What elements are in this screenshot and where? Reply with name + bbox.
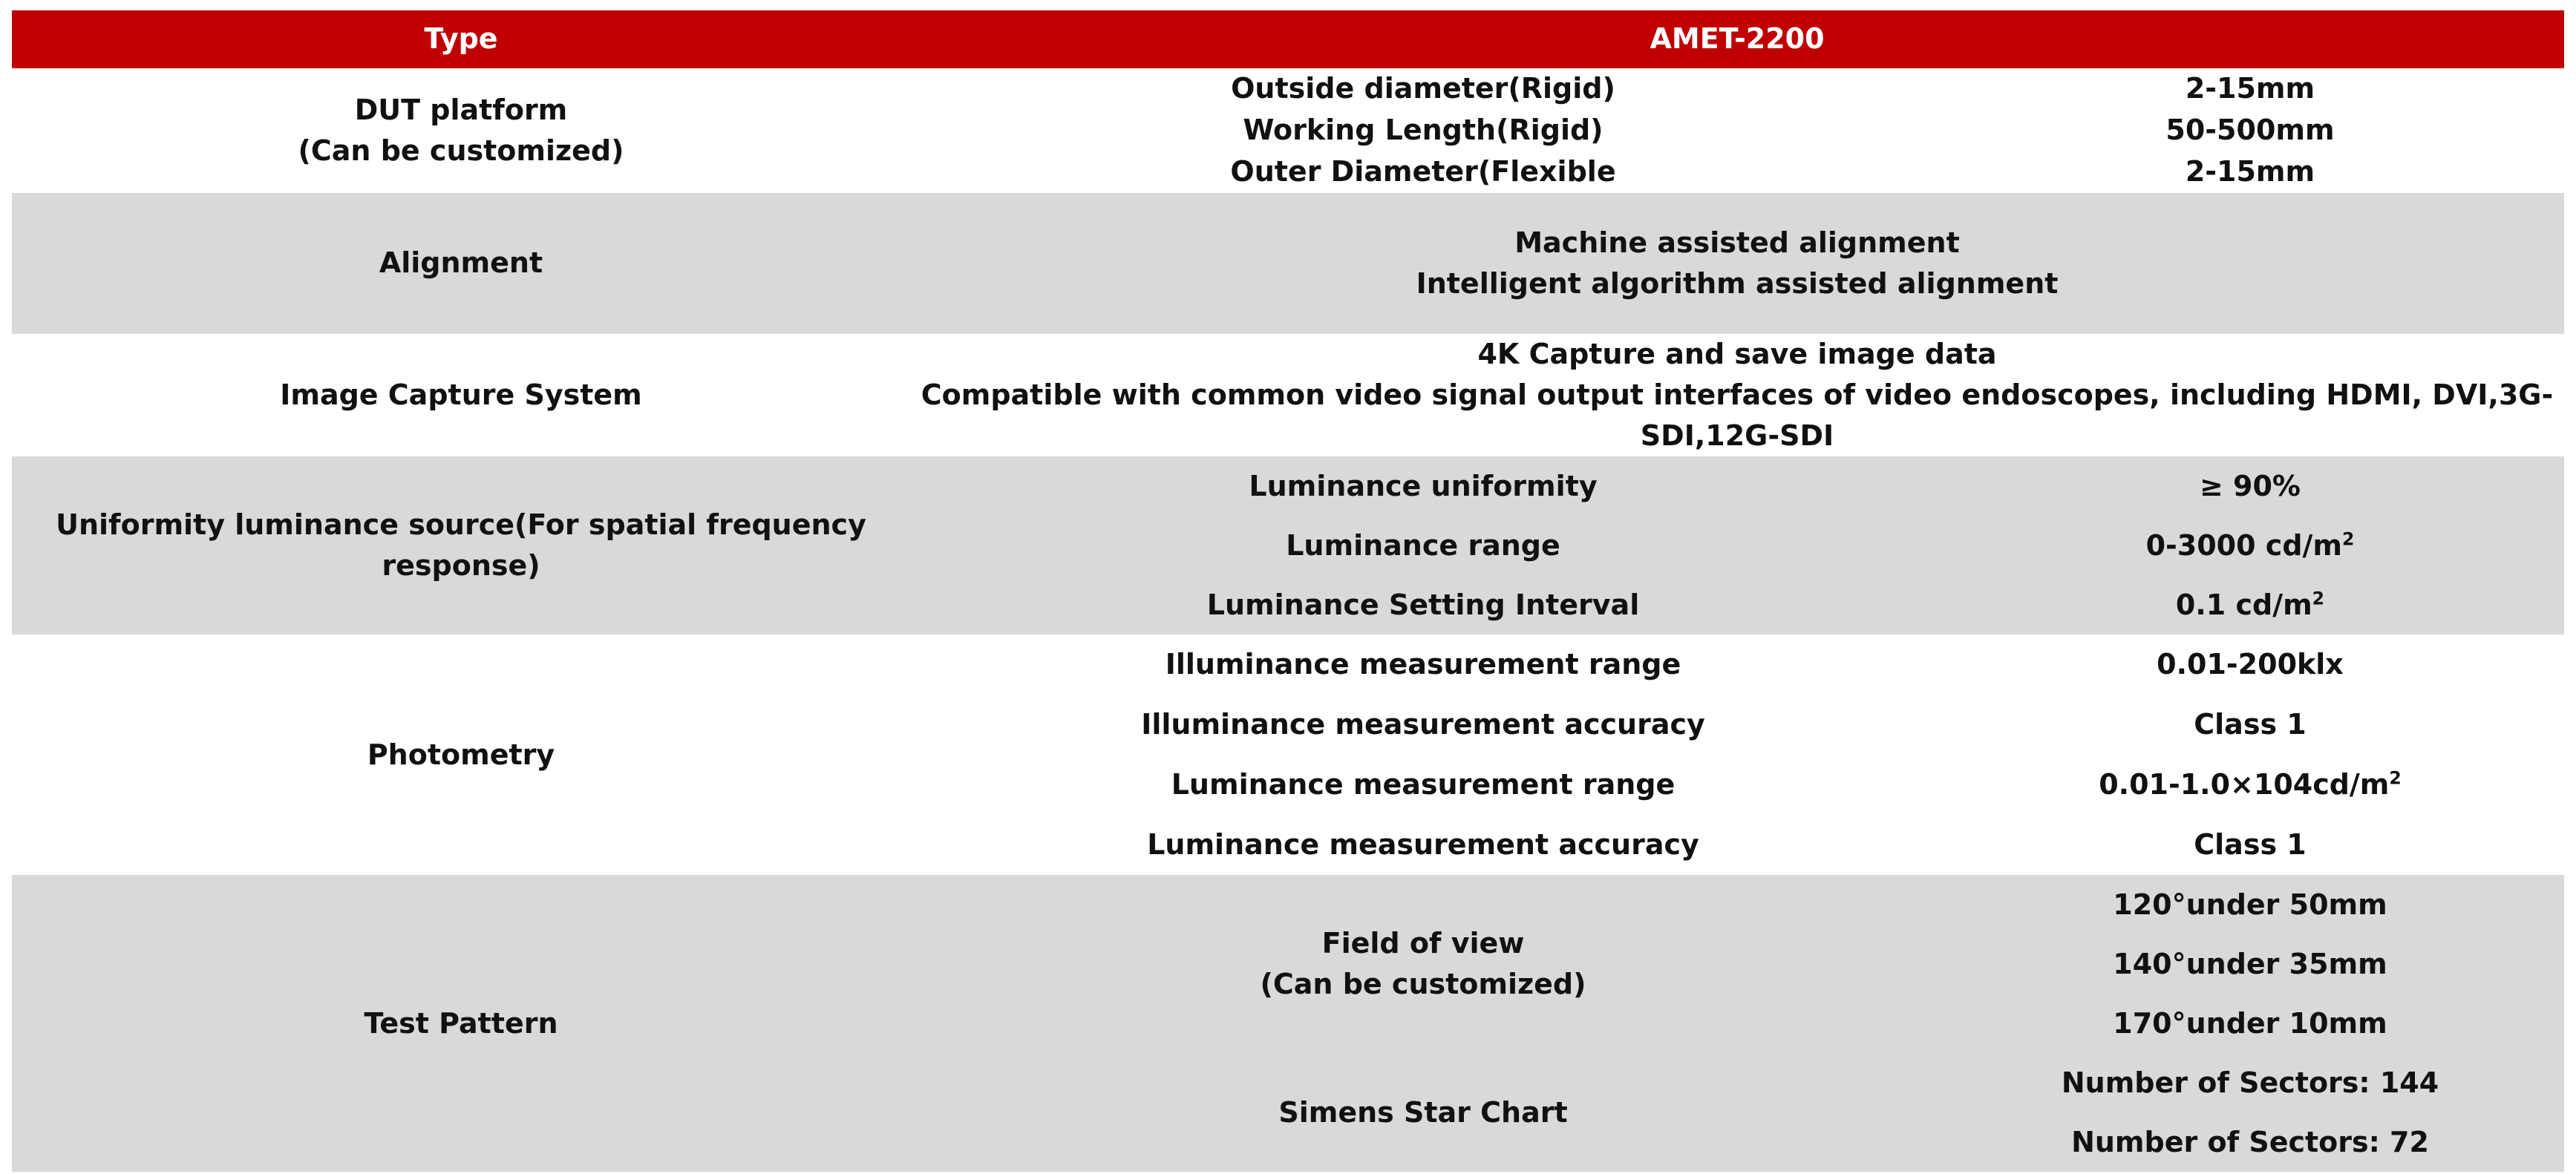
alignment-label: Alignment	[12, 193, 910, 334]
photometry-label: Photometry	[12, 634, 910, 875]
star-chart-value: Number of Sectors: 144	[1936, 1053, 2564, 1112]
photometry-item-name: Illuminance measurement range	[910, 634, 1936, 695]
uniformity-item-value	[1936, 516, 2564, 575]
test-pattern-label: Test Pattern	[12, 875, 910, 1172]
photometry-item-value	[1936, 755, 2564, 815]
fov-value: 170°under 10mm	[1936, 994, 2564, 1053]
alignment-row	[12, 193, 2564, 334]
spec-table	[12, 10, 2564, 1172]
dut-item-name: Outside diameter(Rigid)	[910, 68, 1936, 110]
alignment-line1: Machine assisted alignment	[1514, 226, 1960, 259]
header-model: AMET-2200	[910, 10, 2564, 68]
alignment-line2: Intelligent algorithm assisted alignment	[1416, 267, 2059, 300]
superscript: 2	[2389, 767, 2402, 789]
dut-item-value: 2-15mm	[1936, 68, 2564, 110]
test-pattern-row	[12, 875, 2564, 934]
photometry-item-name: Luminance measurement accuracy	[910, 815, 1936, 875]
image-capture-line1: 4K Capture and save image data	[1477, 338, 1997, 370]
dut-item-value: 2-15mm	[1936, 151, 2564, 193]
dut-item-value: 50-500mm	[1936, 110, 2564, 151]
photometry-item-value: Class 1	[1936, 815, 2564, 875]
uniformity-item-name: Luminance Setting Interval	[910, 575, 1936, 634]
star-chart-label: Simens Star Chart	[910, 1053, 1936, 1172]
value-text: 0.1 cd/m	[2175, 588, 2312, 621]
dut-item-name: Outer Diameter(Flexible	[910, 151, 1936, 193]
fov-value: 140°under 35mm	[1936, 934, 2564, 994]
alignment-methods	[910, 193, 2564, 334]
header-row	[12, 10, 2564, 68]
photometry-item-value: Class 1	[1936, 695, 2564, 755]
uniformity-item-name: Luminance range	[910, 516, 1936, 575]
dut-label	[12, 68, 910, 193]
dut-label-line1: DUT platform	[354, 93, 568, 126]
dut-row	[12, 68, 2564, 110]
uniformity-row	[12, 456, 2564, 516]
photometry-item-value: 0.01-200klx	[1936, 634, 2564, 695]
uniformity-item-value: ≥ 90%	[1936, 456, 2564, 516]
fov-label	[910, 875, 1936, 1053]
image-capture-detail	[910, 334, 2564, 456]
superscript: 2	[2312, 588, 2325, 609]
fov-value: 120°under 50mm	[1936, 875, 2564, 934]
fov-label-line1: Field of view	[1321, 927, 1525, 960]
image-capture-line2: Compatible with common video signal output interfaces of video endoscopes, including HDMI, DVI,3G-SDI,12G-SDI	[921, 378, 2554, 453]
uniformity-item-name: Luminance uniformity	[910, 456, 1936, 516]
value-text: 0-3000 cd/m	[2145, 528, 2342, 562]
uniformity-item-value	[1936, 575, 2564, 634]
image-capture-label: Image Capture System	[12, 334, 910, 456]
header-type-label: Type	[12, 10, 910, 68]
dut-item-name: Working Length(Rigid)	[910, 110, 1936, 151]
photometry-item-name: Luminance measurement range	[910, 755, 1936, 815]
value-text: 0.01-1.0×104cd/m	[2099, 768, 2390, 801]
uniformity-label: Uniformity luminance source(For spatial frequency response)	[12, 456, 910, 634]
fov-label-line2: (Can be customized)	[1260, 968, 1586, 1001]
dut-label-line2: (Can be customized)	[298, 134, 624, 167]
photometry-item-name: Illuminance measurement accuracy	[910, 695, 1936, 755]
photometry-row	[12, 634, 2564, 695]
star-chart-value: Number of Sectors: 72	[1936, 1112, 2564, 1172]
image-capture-row	[12, 334, 2564, 456]
superscript: 2	[2342, 528, 2355, 550]
